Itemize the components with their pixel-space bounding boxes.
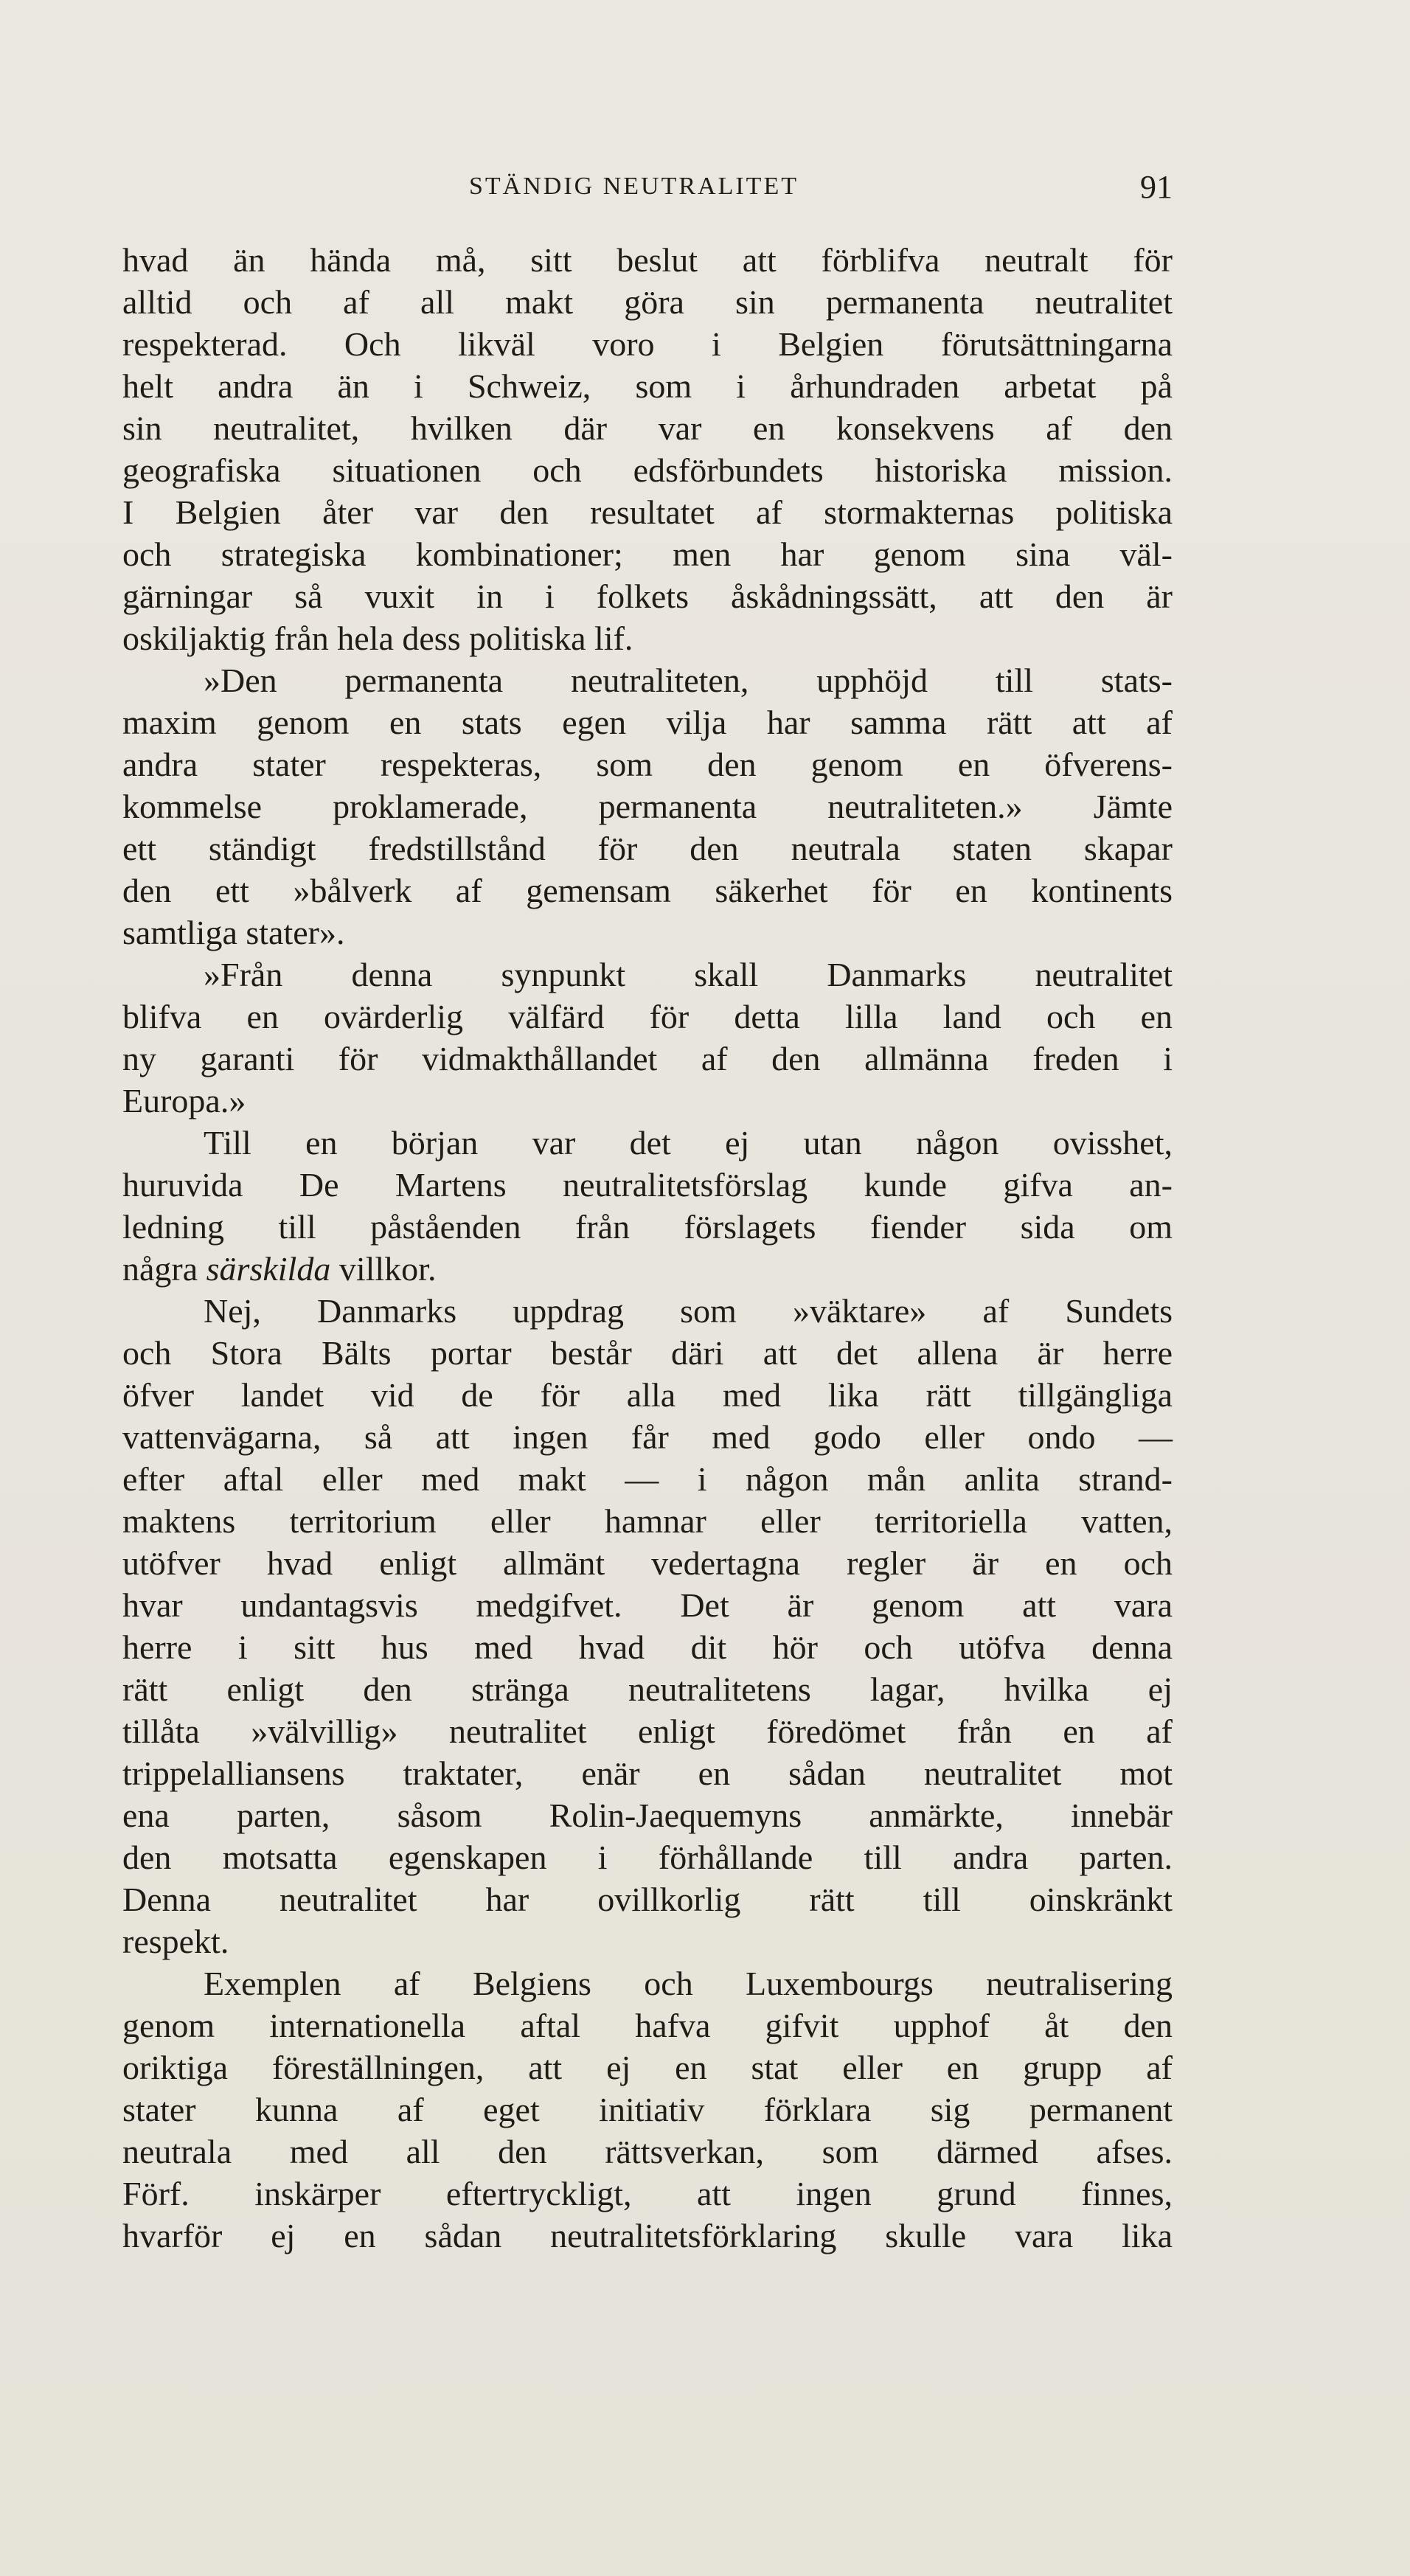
text-line: trippelalliansens traktater, enär en sådan neutralitet mot [122, 1754, 1173, 1792]
text-line: respekt. [122, 1923, 229, 1960]
text-line: hvar undantagsvis medgifvet. Det är genom att vara [122, 1586, 1173, 1624]
text-line: Nej, Danmarks uppdrag som »väktare» af Sundets [204, 1292, 1173, 1330]
text-line: Europa.» [122, 1082, 246, 1119]
text-line: ena parten, såsom Rolin-Jaequemyns anmärkte, innebär [122, 1796, 1173, 1834]
text-line: oriktiga föreställningen, att ej en stat eller en grupp af [122, 2049, 1173, 2086]
text-line: neutrala med all den rättsverkan, som därmed afses. [122, 2133, 1173, 2170]
text-line: den ett »bålverk af gemensam säkerhet för en kontinents [122, 872, 1173, 909]
text-line: några särskilda villkor. [122, 1250, 437, 1288]
text-line: stater kunna af eget initiativ förklara sig permanent [122, 2091, 1173, 2128]
text-line: rätt enligt den stränga neutralitetens lagar, hvilka ej [122, 1670, 1173, 1708]
text-line: herre i sitt hus med hvad dit hör och utöfva denna [122, 1628, 1173, 1666]
text-line: Exemplen af Belgiens och Luxembourgs neutralisering [204, 1965, 1173, 2002]
text-line: och strategiska kombinationer; men har genom sina väl- [122, 535, 1173, 573]
text-line: kommelse proklamerade, permanenta neutraliteten.» Jämte [122, 788, 1173, 825]
text-line: öfver landet vid de för alla med lika rätt tillgängliga [122, 1376, 1173, 1414]
text-line: gärningar så vuxit in i folkets åskådningssätt, att den är [122, 577, 1173, 615]
body-text [122, 239, 1173, 2257]
italic-word: särskilda [206, 1250, 331, 1288]
text-line: andra stater respekteras, som den genom en öfverens- [122, 746, 1173, 783]
page-header [122, 168, 1173, 212]
page-number: 91 [1140, 169, 1173, 205]
text-line: den motsatta egenskapen i förhållande till andra parten. [122, 1839, 1173, 1876]
text-line: maktens territorium eller hamnar eller territoriella vatten, [122, 1502, 1173, 1540]
text-line: I Belgien åter var den resultatet af stormakternas politiska [122, 493, 1173, 531]
text-line: hvad än hända må, sitt beslut att förblifva neutralt för [122, 241, 1173, 279]
text-line: samtliga stater». [122, 914, 345, 951]
text-line: Till en början var det ej utan någon ovisshet, [204, 1124, 1173, 1162]
text-line: hvarför ej en sådan neutralitetsförklaring skulle vara lika [122, 2217, 1173, 2254]
text-line: oskiljaktig från hela dess politiska lif. [122, 619, 633, 657]
text-line: ny garanti för vidmakthållandet af den allmänna freden i [122, 1040, 1173, 1077]
text-line: helt andra än i Schweiz, som i århundraden arbetat på [122, 367, 1173, 405]
text-line: efter aftal eller med makt — i någon mån anlita strand- [122, 1460, 1173, 1498]
text-line: och Stora Bälts portar består däri att det allena är herre [122, 1334, 1173, 1372]
text-line: vattenvägarna, så att ingen får med godo eller ondo — [122, 1418, 1173, 1456]
text-line: »Från denna synpunkt skall Danmarks neutralitet [204, 956, 1173, 993]
text-line: utöfver hvad enligt allmänt vedertagna regler är en och [122, 1544, 1173, 1582]
text-line: tillåta »välvillig» neutralitet enligt föredömet från en af [122, 1712, 1173, 1750]
text-line: Förf. inskärper eftertryckligt, att ingen grund finnes, [122, 2175, 1173, 2212]
text-line: respekterad. Och likväl voro i Belgien förutsättningarna [122, 325, 1173, 363]
text-line: huruvida De Martens neutralitetsförslag kunde gifva an- [122, 1166, 1173, 1204]
text-line: ett ständigt fredstillstånd för den neutrala staten skapar [122, 830, 1173, 867]
text-line: sin neutralitet, hvilken där var en konsekvens af den [122, 409, 1173, 447]
text-line: geografiska situationen och edsförbundets historiska mission. [122, 451, 1173, 489]
text-line: genom internationella aftal hafva gifvit upphof åt den [122, 2007, 1173, 2044]
text-line: blifva en ovärderlig välfärd för detta lilla land och en [122, 998, 1173, 1035]
text-line: alltid och af all makt göra sin permanenta neutralitet [122, 283, 1173, 321]
text-line: »Den permanenta neutraliteten, upphöjd till stats- [204, 662, 1173, 699]
text-line: ledning till påståenden från förslagets fiender sida om [122, 1208, 1173, 1246]
text-line: Denna neutralitet har ovillkorlig rätt till oinskränkt [122, 1881, 1173, 1918]
running-head: STÄNDIG NEUTRALITET [469, 173, 799, 200]
text-line: maxim genom en stats egen vilja har samma rätt att af [122, 704, 1173, 741]
